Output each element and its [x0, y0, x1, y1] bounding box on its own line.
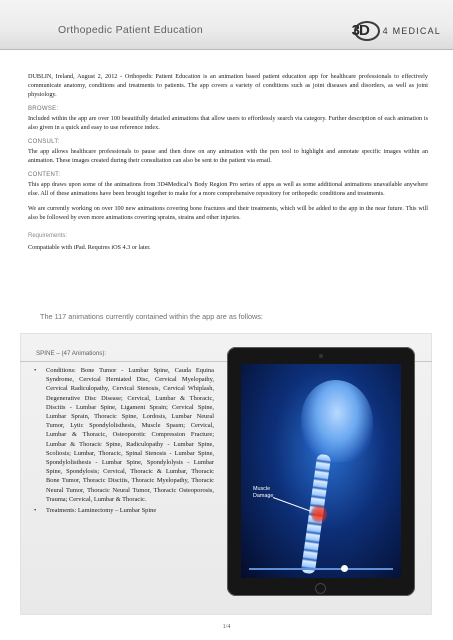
brand-logo [351, 20, 441, 42]
content-paragraph-2: We are currently working on over 100 new animations covering bone fractures and their treatments, which will be added to the app in the near future. This will also be followed by even more animations covering sprains, strains and other injuries. [28, 205, 428, 221]
page-header [0, 0, 453, 50]
ipad-image [227, 347, 415, 596]
content-label: CONTENT: [28, 172, 61, 178]
skull-illustration [301, 380, 373, 462]
ipad-camera [319, 354, 323, 358]
list-item [34, 366, 214, 504]
list-item [34, 506, 214, 515]
muscle-label-line-2: Damage [253, 493, 274, 499]
browse-paragraph: Included within the app are over 100 beautifully detailed animations that allow users to effortlessly search via category. Further description of each animation is also given in a quick and easy to use reference index. [28, 115, 428, 131]
muscle-damage-label [253, 486, 273, 500]
browse-label: BROWSE: [28, 106, 59, 112]
bullet-glyph: • [34, 507, 37, 515]
bullet-glyph: • [34, 367, 37, 374]
page-number: 1/4 [222, 624, 231, 630]
spine-section-label: SPINE – (47 Animations): [36, 350, 107, 357]
ipad-home-button [315, 583, 326, 594]
animations-heading: The 117 animations currently contained within the app are as follows: [40, 312, 263, 321]
intro-paragraph: DUBLIN, Ireland, August 2, 2012 - Orthopedic Patient Education is an animation based patient education app for healthcare professionals to effectively communicate anatomy, conditions and treatments to patients. The app covers a variety of conditions such as joint diseases and disorders, as well as joint physiology. [28, 73, 428, 98]
muscle-damage-highlight [311, 504, 327, 524]
muscle-label-line-1: Muscle [253, 486, 271, 492]
logo-mark [351, 20, 381, 42]
logo-mark-text: 3D [351, 22, 369, 39]
logo-text: 4 MEDICAL [382, 26, 441, 36]
content-paragraph: This app draws upon some of the animations from 3D4Medical’s Body Region Pro series of apps as well as some additional animations unavailable anywhere else. All of these animations have been brought together to make for a more comprehensive repository for orthopedic conditions and treatments. [28, 181, 428, 197]
requirements-text: Compatiable with iPad. Requires iOS 4.3 or later. [28, 244, 151, 251]
treatments-text: Treatments: Laminectomy – Lumbar Spine [46, 507, 157, 515]
video-progress-bar [249, 568, 393, 570]
conditions-text: Conditions: Bone Tumor - Lumbar Spine, Cauda Equina Syndrome, Cervical Herniated Disc, Cervical Myelopathy, Cervical Radiculopathy, Cervical Stenosis, Cervical Whiplash, Degenerative Disc Disease; Cervical, Lumbar & Thoracic, Discitis - Lumbar Spine, Ligament Sprain; Cervical Spine, Lumbar Sprain, Thoracic Spine, Lordosis, Lumbar Neural Tumor, Lytic Spondylolisthesis, Muscle Spasm; Cervical, Lumbar & Thoracic, Osteoporotic Compression Fracture; Lumbar & Thoracic Spine, Radiculopathy - Lumbar Spine, Scoliosis; Lumbar, Thoracic, Spinal Stenosis - Lumbar Spine, Spondylolisthesis - Lumbar Spine, Spondylolysis - Lumbar Spine, Spondylosis; Cervical, Thoracic & Lumbar, Thoracic Bone Tumor, Thoracic Discitis, Thoracic Myelopathy, Thoracic Neural Tumor, Thoracic Neural Tumor, Thoracic Osteoporosis, Trauma; Cervical, Lumbar & Thoracic. [46, 367, 214, 503]
header-title: Orthopedic Patient Education [58, 24, 203, 36]
spine-bullet-list [34, 366, 214, 517]
consult-label: CONSULT: [28, 139, 60, 145]
label-leader-line [273, 497, 311, 512]
consult-paragraph: The app allows healthcare professionals to pause and then draw on any animation with the pen tool to highlight and annotate specific images within an animation. These images created during their consultation can also be sent to the patient via email. [28, 148, 428, 164]
press-release-body [28, 72, 428, 258]
requirements-label: Requirements: [28, 233, 68, 239]
video-progress-knob [341, 565, 348, 572]
ipad-screen [241, 364, 401, 578]
